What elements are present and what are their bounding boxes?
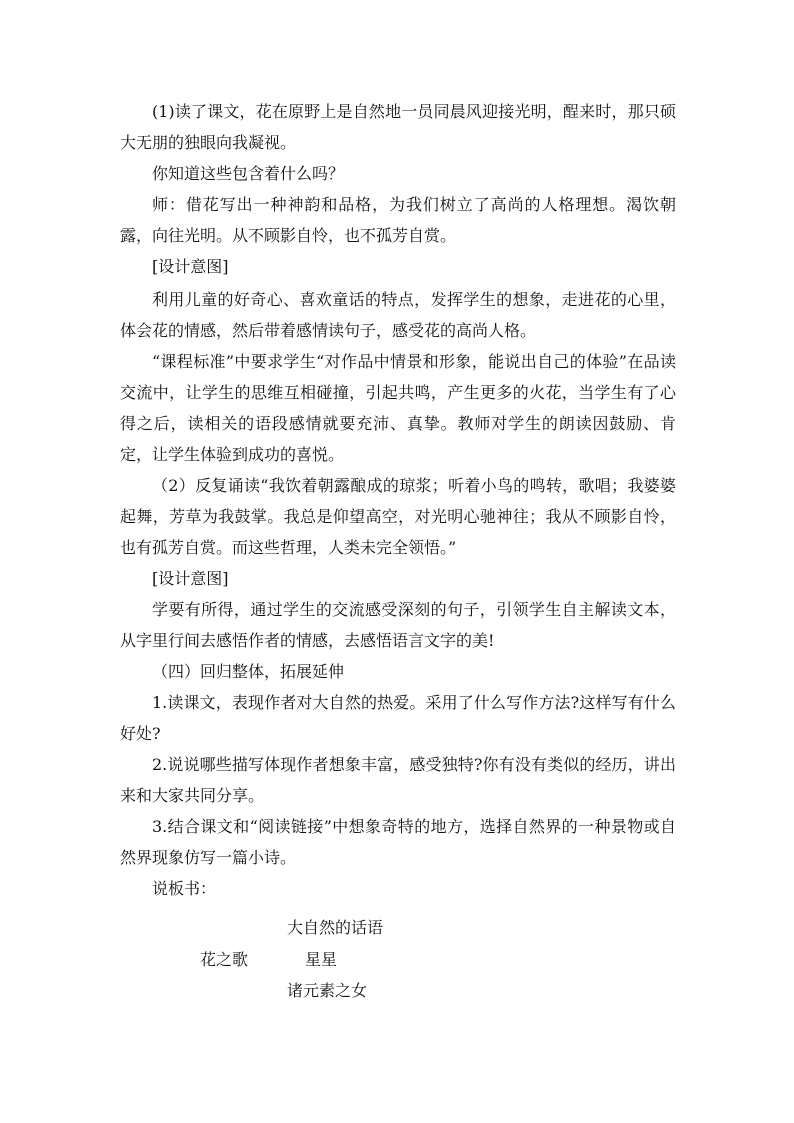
section-heading-extension: （四）回归整体，拓展延伸 bbox=[152, 662, 345, 681]
board-item-song-of-flower: 花之歌 bbox=[200, 950, 249, 969]
paragraph-teacher: 师：借花写出一种神韵和品格，为我们树立了高尚的人格理想。渴饮朝露，向往光明。从不顾影自怜，也不孤芳自赏。 bbox=[120, 195, 676, 245]
heading-design-intent-1: [设计意图] bbox=[152, 257, 229, 276]
board-title: 大自然的话语 bbox=[287, 918, 384, 937]
board-label: 说板书： bbox=[152, 879, 217, 898]
list-item-1: 1.读课文，表现作者对大自然的热爱。采用了什么写作方法?这样写有什么好处? bbox=[120, 693, 676, 743]
board-item-stars: 星星 bbox=[305, 950, 338, 969]
paragraph-design-intent-2: 学要有所得，通过学生的交流感受深刻的句子，引领学生自主解读文本，从字里行间去感悟作者的情感，去感悟语言文字的美! bbox=[120, 600, 676, 650]
paragraph-design-intent-1: 利用儿童的好奇心、喜欢童话的特点，发挥学生的想象，走进花的心里，体会花的情感，然后带着感情读句子，感受花的高尚人格。 bbox=[120, 290, 676, 340]
list-item-2: 2.说说哪些描写体现作者想象丰富，感受独特?你有没有类似的经历，讲出来和大家共同分享。 bbox=[120, 755, 676, 805]
board-item-daughter-of-elements: 诸元素之女 bbox=[287, 981, 368, 1000]
paragraph-curriculum-standard: “课程标准”中要求学生“对作品中情景和形象，能说出自己的体验”在品读交流中，让学生的思维互相碰撞，引起共鸣，产生更多的火花，当学生有了心得之后，读相关的语段感情就要充沛、真挚。教师对学生的朗读因鼓励、肯定，让学生体验到成功的喜悦。 bbox=[120, 352, 676, 464]
paragraph-reading-1: (1)读了课文，花在原野上是自然地一员同晨风迎接光明，酲来时，那只硕大无朋的独眼向我凝视。 bbox=[120, 102, 676, 152]
list-item-3: 3.结合课文和“阅读链接”中想象奇特的地方，选择自然界的一种景物或自然界现象仿写一篇小诗。 bbox=[120, 817, 676, 867]
paragraph-reading-2: （2）反复诵读“我饮着朝露酿成的琼浆；听着小鸟的鸣转，歌唱；我婆婆起舞，芳草为我鼓掌。我总是仰望高空，对光明心驰神往；我从不顾影自怜，也有孤芳自赏。而这些哲理，人类未完全领悟。” bbox=[120, 476, 676, 557]
paragraph-question: 你知道这些包含着什么吗？ bbox=[152, 164, 345, 183]
heading-design-intent-2: [设计意图] bbox=[152, 569, 229, 588]
